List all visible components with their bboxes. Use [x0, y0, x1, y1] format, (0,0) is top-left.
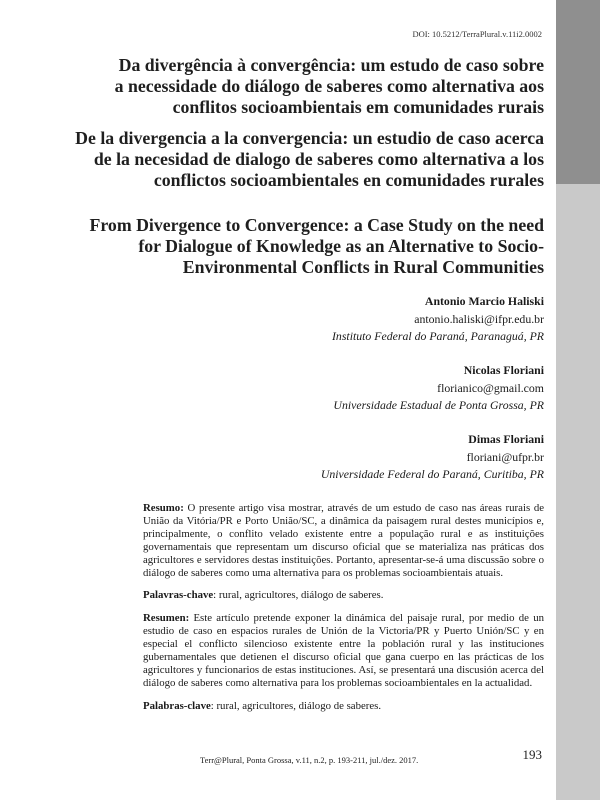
title-line: De la divergencia a la convergencia: un estudio de caso acerca	[75, 128, 544, 148]
palabras-clave-label: Palabras-clave	[143, 699, 211, 712]
author-block	[200, 431, 544, 483]
palabras-clave-paragraph	[143, 700, 544, 713]
title-line: conflictos socioambientales en comunidades rurales	[153, 170, 544, 190]
title-line: for Dialogue of Knowledge as an Alternative to Socio-	[138, 236, 544, 256]
title-line: From Divergence to Convergence: a Case Study on the need	[89, 215, 544, 235]
palavras-chave-label: Palavras-chave	[143, 589, 214, 602]
title-line: Environmental Conflicts in Rural Communities	[182, 257, 544, 277]
title-line: a necessidade do diálogo de saberes como alternativa aos	[114, 76, 544, 96]
author-name: Dimas Floriani	[468, 432, 544, 446]
title-line: conflitos socioambientais em comunidades rurais	[172, 97, 544, 117]
footer-citation: Terr@Plural, Ponta Grossa, v.11, n.2, p. 193-211, jul./dez. 2017.	[200, 755, 419, 765]
title-spanish	[60, 128, 544, 191]
abstracts	[143, 502, 544, 723]
resumo-text: O presente artigo visa mostrar, através de um estudo de caso nas áreas rurais de União da Vitória/PR e Porto União/SC, a dinâmica da paisagem rural destes municípios e, principalmente, o conflito velado existente entre a população rural e as instituições governamentais que representam um discurso oficial que se materializa nas práticas dos agricultores e servidores destas instituições. Portanto, apresentar-se-á uma discussão sobre o diálogo de saberes como uma alternativa para os problemas socioambientais atuais.	[143, 502, 545, 579]
author-email: antonio.haliski@ifpr.edu.br	[414, 312, 544, 326]
resumen-label: Resumen:	[143, 612, 190, 625]
author-institution: Universidade Federal do Paraná, Curitiba, PR	[320, 467, 544, 481]
author-block	[200, 293, 544, 345]
page-number: 193	[522, 747, 542, 762]
side-margin-bar-dark	[556, 0, 600, 184]
resumo-paragraph	[143, 502, 544, 579]
author-email: florianico@gmail.com	[437, 381, 544, 395]
resumen-text: Este artículo pretende exponer la dinámica del paisaje rural, por medio de un estudio de caso en espacios rurales de Unión de la Victoria/PR y Puerto Unión/SC y en especial el conflicto silencioso existente entre la población rural y las instituciones gubernamentales que detienen el discurso oficial que gana cuerpo en las prácticas de los agricultores y funcionarios de estas instituciones. Así, se presentará una discusión acerca del diálogo de saberes como alternativa para los problemas socioambientales en la actualidad.	[143, 612, 545, 689]
author-institution: Universidade Estadual de Ponta Grossa, PR	[333, 398, 544, 412]
palabras-clave-text: : rural, agricultores, diálogo de saberes.	[210, 699, 382, 712]
author-email: floriani@ufpr.br	[466, 450, 544, 464]
doi: DOI: 10.5212/TerraPlural.v.11i2.0002	[412, 29, 542, 39]
title-line: de la necesidad de dialogo de saberes como alternativa a los	[93, 149, 544, 169]
resumen-paragraph	[143, 612, 544, 689]
author-institution: Instituto Federal do Paraná, Paranaguá, PR	[332, 329, 544, 343]
author-name: Nicolas Floriani	[463, 363, 544, 377]
palavras-chave-text: : rural, agricultores, diálogo de saberes.	[213, 589, 384, 602]
palavras-chave-paragraph	[143, 589, 544, 602]
author-name: Antonio Marcio Haliski	[424, 294, 544, 308]
resumo-label: Resumo:	[143, 502, 184, 514]
title-english	[60, 215, 544, 278]
title-portuguese	[60, 55, 544, 118]
title-line: Da divergência à convergência: um estudo de caso sobre	[118, 55, 544, 75]
author-block	[200, 362, 544, 414]
